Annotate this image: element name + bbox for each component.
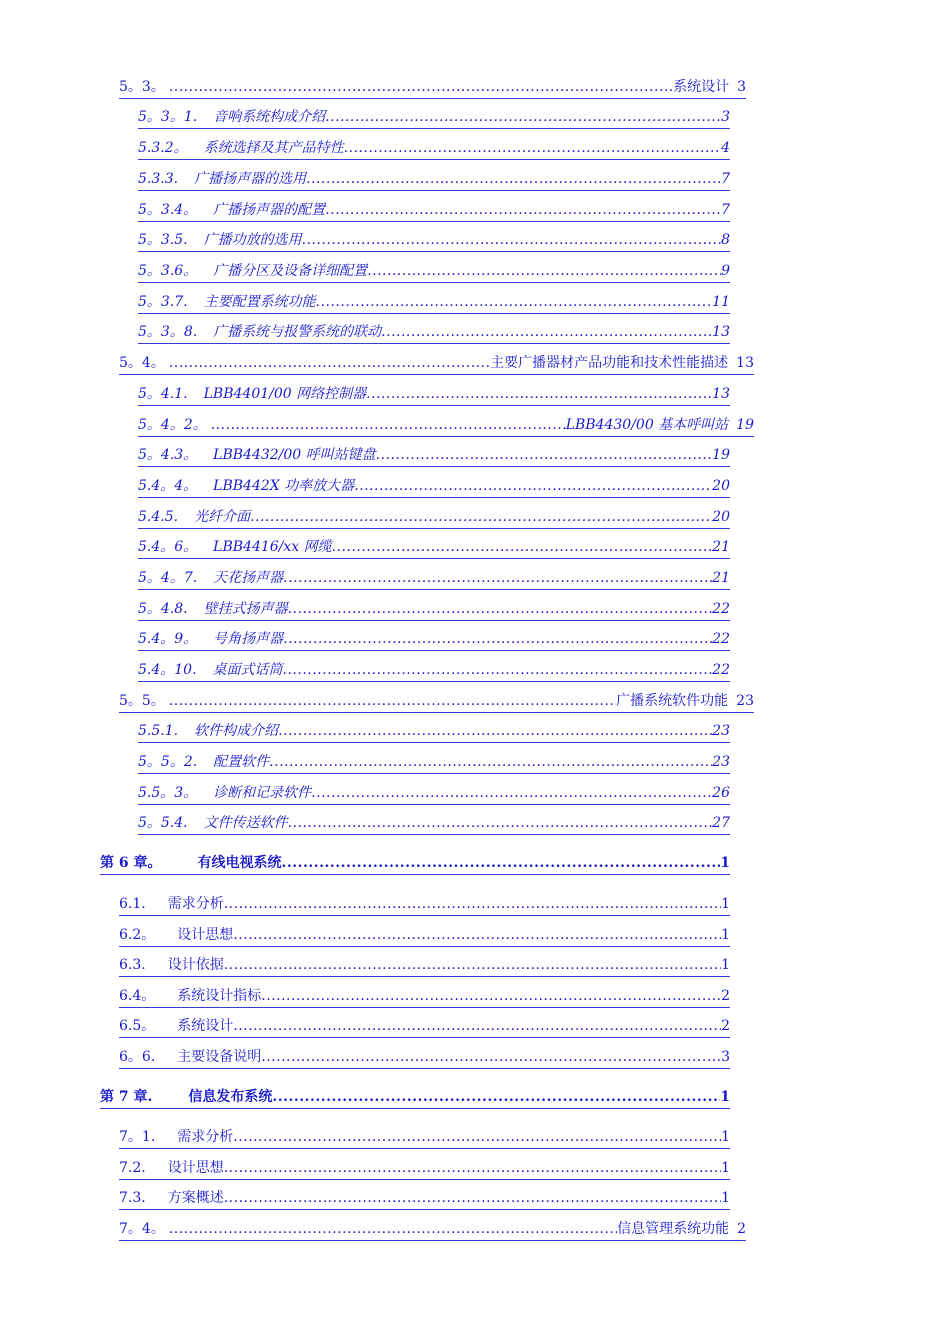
toc-entry-number: 6.4。: [119, 988, 156, 1004]
toc-entry-page: 1: [721, 896, 730, 912]
toc-entry-leader: [288, 814, 713, 832]
toc-entry-number: 5.4。4。: [138, 478, 198, 494]
toc-entry-page: 19: [736, 417, 754, 433]
toc-entry-number: 6.2。: [119, 927, 156, 943]
toc-entry-page: 23: [712, 723, 730, 739]
toc-entry-page: 20: [712, 509, 730, 525]
toc-entry[interactable]: [138, 753, 730, 774]
toc-entry-title: LBB4430/00 基本呼叫站: [565, 417, 729, 433]
toc-entry[interactable]: [138, 722, 730, 743]
toc-entry-title: 音响系统构成介绍: [213, 109, 326, 125]
toc-entry-page: 13: [736, 355, 754, 371]
toc-entry-title: 主要设备说明: [177, 1049, 262, 1065]
toc-entry-page: 20: [712, 478, 730, 494]
toc-entry[interactable]: [138, 293, 730, 314]
toc-entry-title: 主要配置系统功能: [203, 294, 316, 310]
toc-entry[interactable]: [138, 416, 754, 437]
toc-entry-number: 第 7 章.: [100, 1089, 153, 1105]
toc-entry[interactable]: [138, 262, 730, 283]
toc-entry-number: 5。5。2.: [138, 754, 198, 770]
toc-entry-page: 11: [712, 294, 730, 310]
toc-entry-page: 4: [721, 140, 730, 156]
toc-entry[interactable]: [119, 354, 754, 375]
toc-entry-leader: [288, 600, 713, 618]
toc-entry-page: 2: [721, 988, 730, 1004]
toc-entry-title: 壁挂式扬声器: [203, 601, 288, 617]
toc-entry-number: 5.5.1.: [138, 723, 179, 739]
toc-entry-title: 系统选择及其产品特性: [203, 140, 344, 156]
toc-entry-leader: [224, 1189, 721, 1207]
toc-entry-page: 22: [712, 601, 730, 617]
toc-entry[interactable]: [138, 139, 730, 160]
toc-entry-title: 诊断和记录软件: [213, 785, 312, 801]
toc-entry-title: 号角扬声器: [213, 631, 284, 647]
toc-entry-title: 信息管理系统功能: [617, 1221, 730, 1237]
toc-entry-page: 3: [721, 1049, 730, 1065]
toc-entry-leader: [233, 1128, 721, 1146]
toc-entry-leader: [283, 630, 712, 648]
toc-entry-page: 19: [712, 447, 730, 463]
toc-entry-page: 1: [721, 1190, 730, 1206]
toc-entry-page: 23: [736, 693, 754, 709]
toc-entry[interactable]: [119, 895, 730, 916]
toc-entry-leader: [261, 987, 721, 1005]
toc-entry-page: 1: [720, 855, 730, 871]
toc-entry-page: 7: [721, 202, 730, 218]
toc-entry-page: 26: [712, 785, 730, 801]
toc-entry[interactable]: [119, 1017, 730, 1038]
toc-entry-title: 广播扬声器的选用: [194, 171, 307, 187]
toc-entry-leader: [233, 926, 721, 944]
toc-entry-page: 7: [721, 171, 730, 187]
toc-entry-title: 信息发布系统: [188, 1089, 273, 1105]
toc-entry-leader: [366, 385, 712, 403]
toc-entry[interactable]: [138, 477, 730, 498]
toc-entry-leader: [224, 895, 721, 913]
toc-entry-page: 23: [712, 754, 730, 770]
toc-entry-title: 广播系统与报警系统的联动: [213, 324, 382, 340]
toc-entry-number: 5。5。: [119, 693, 165, 709]
toc-entry[interactable]: [119, 926, 730, 947]
toc-entry[interactable]: [138, 814, 730, 835]
toc-entry[interactable]: [138, 538, 730, 559]
toc-entry[interactable]: [138, 630, 730, 651]
toc-entry[interactable]: [119, 987, 730, 1008]
toc-entry-page: 13: [712, 386, 730, 402]
toc-entry-page: 8: [721, 232, 730, 248]
toc-entry-number: 5.5。3。: [138, 785, 198, 801]
toc-entry-page: 27: [712, 815, 730, 831]
toc-entry-title: 设计依据: [167, 957, 224, 973]
toc-entry-leader: [344, 139, 721, 157]
toc-entry[interactable]: [100, 854, 730, 875]
toc-entry[interactable]: [138, 446, 730, 467]
toc-entry-leader: [233, 1017, 721, 1035]
toc-entry-page: 13: [712, 324, 730, 340]
toc-entry-title: 广播功放的选用: [203, 232, 302, 248]
toc-entry-title: LBB4432/00 呼叫站键盘: [213, 447, 376, 463]
toc-entry-number: 5。5.4.: [138, 815, 188, 831]
toc-entry-number: 5。3.5.: [138, 232, 188, 248]
toc-entry-page: 2: [737, 1221, 746, 1237]
toc-entry-leader: [283, 569, 712, 587]
toc-entry-page: 1: [721, 957, 730, 973]
toc-entry[interactable]: [119, 1128, 730, 1149]
toc-entry[interactable]: [119, 692, 754, 713]
toc-entry-title: 文件传送软件: [203, 815, 288, 831]
toc-entry-number: 5.3.2。: [138, 140, 188, 156]
toc-entry-leader: [332, 538, 713, 556]
toc-entry-leader: [306, 170, 721, 188]
toc-entry-number: 5。4.8.: [138, 601, 188, 617]
toc-entry[interactable]: [138, 569, 730, 590]
toc-entry-leader: [211, 416, 566, 434]
toc-entry[interactable]: [119, 1159, 730, 1180]
toc-entry-leader: [278, 722, 712, 740]
toc-entry-leader: [311, 784, 712, 802]
toc-entry-title: 光纤介面: [194, 509, 251, 525]
toc-entry-title: 广播分区及设备详细配置: [213, 263, 368, 279]
toc-entry-number: 5。3。: [119, 79, 165, 95]
toc-entry-page: 21: [712, 539, 730, 555]
toc-entry-page: 22: [712, 662, 730, 678]
toc-entry-title: LBB442X 功率放大器: [213, 478, 355, 494]
toc-entry-leader: [261, 1048, 721, 1066]
toc-entry[interactable]: [138, 661, 730, 682]
toc-entry[interactable]: [138, 170, 730, 191]
toc-entry-leader: [367, 262, 721, 280]
toc-entry-title: 需求分析: [177, 1129, 234, 1145]
toc-entry-number: 5.4.5.: [138, 509, 179, 525]
toc-entry-leader: [282, 854, 721, 872]
toc-entry-leader: [302, 231, 721, 249]
toc-entry-number: 6.1.: [119, 896, 146, 912]
toc-entry-title: 桌面式话筒: [212, 662, 283, 678]
toc-entry-title: 设计思想: [177, 927, 234, 943]
toc-entry-page: 21: [712, 570, 730, 586]
toc-entry-number: 5。3.6。: [138, 263, 198, 279]
toc-entry[interactable]: [138, 385, 730, 406]
toc-entry-page: 1: [721, 1160, 730, 1176]
toc-entry-number: 6.5。: [119, 1018, 156, 1034]
toc-entry-title: 系统设计指标: [177, 988, 262, 1004]
toc-entry[interactable]: [138, 108, 730, 129]
toc-entry-leader: [325, 201, 721, 219]
toc-entry-number: 5。3.4。: [138, 202, 198, 218]
toc-entry-leader: [272, 1088, 720, 1106]
toc-entry-leader: [169, 1220, 617, 1238]
toc-entry-number: 7。4。: [119, 1221, 165, 1237]
toc-entry-number: 5。3。1.: [138, 109, 198, 125]
toc-entry-leader: [169, 78, 673, 96]
toc-entry-page: 1: [721, 1129, 730, 1145]
toc-entry-title: 需求分析: [167, 896, 224, 912]
toc-entry[interactable]: [138, 201, 730, 222]
toc-entry[interactable]: [119, 1220, 746, 1241]
toc-entry-title: 天花扬声器: [213, 570, 284, 586]
toc-entry-number: 5。3。8.: [138, 324, 198, 340]
toc-entry-title: 广播扬声器的配置: [213, 202, 326, 218]
toc-entry[interactable]: [138, 323, 730, 344]
toc-entry[interactable]: [138, 784, 730, 805]
toc-entry-number: 7。1.: [119, 1129, 156, 1145]
toc-entry-leader: [224, 956, 721, 974]
toc-entry-title: 软件构成介绍: [194, 723, 279, 739]
toc-entry-number: 第 6 章。: [100, 855, 162, 871]
toc-entry-number: 7.3.: [119, 1190, 146, 1206]
toc-entry-number: 7.2.: [119, 1160, 146, 1176]
toc-entry-number: 5.3.3.: [138, 171, 179, 187]
toc-entry-number: 5。4.1.: [138, 386, 188, 402]
toc-entry-page: 2: [721, 1018, 730, 1034]
toc-entry-page: 1: [720, 1089, 730, 1105]
toc-entry-page: 3: [721, 109, 730, 125]
toc-entry-title: 广播系统软件功能: [616, 693, 729, 709]
toc-entry-leader: [169, 354, 490, 372]
toc-entry-number: 5。4。7.: [138, 570, 198, 586]
toc-entry-number: 5.4。10.: [138, 662, 197, 678]
toc-entry[interactable]: [119, 1048, 730, 1069]
toc-entry-title: LBB4401/00 网络控制器: [203, 386, 367, 402]
toc-entry[interactable]: [138, 508, 730, 529]
toc-entry-leader: [169, 692, 616, 710]
toc-entry-number: 5.4。6。: [138, 539, 198, 555]
toc-entry-leader: [269, 753, 712, 771]
toc-entry-title: LBB4416/xx 网缆: [213, 539, 332, 555]
toc-entry-title: 方案概述: [167, 1190, 224, 1206]
toc-entry-leader: [250, 508, 712, 526]
toc-entry-leader: [376, 446, 713, 464]
toc-entry-title: 系统设计: [177, 1018, 234, 1034]
toc-entry-number: 5。4。2。: [138, 417, 207, 433]
toc-entry-number: 6.3.: [119, 957, 146, 973]
toc-entry-leader: [325, 108, 721, 126]
toc-entry-page: 3: [737, 79, 746, 95]
toc-entry-leader: [381, 323, 712, 341]
toc-entry-title: 配置软件: [213, 754, 270, 770]
toc-entry[interactable]: [119, 956, 730, 977]
toc-entry-title: 有线电视系统: [197, 855, 282, 871]
toc-entry-page: 22: [712, 631, 730, 647]
toc-entry-leader: [316, 293, 713, 311]
toc-entry-page: 9: [721, 263, 730, 279]
toc-entry-number: 5。3.7.: [138, 294, 188, 310]
toc-entry-page: 1: [721, 927, 730, 943]
toc-entry[interactable]: [138, 231, 730, 252]
toc-entry[interactable]: [119, 78, 746, 99]
toc-entry-number: 5。4.3。: [138, 447, 198, 463]
toc-entry-title: 设计思想: [167, 1160, 224, 1176]
toc-entry[interactable]: [119, 1189, 730, 1210]
toc-entry-number: 6。6.: [119, 1049, 156, 1065]
toc-entry-leader: [283, 661, 713, 679]
toc-entry-title: 主要广播器材产品功能和技术性能描述: [490, 355, 729, 371]
toc-entry-number: 5。4。: [119, 355, 165, 371]
toc-entry[interactable]: [100, 1088, 730, 1109]
toc-entry-leader: [224, 1159, 721, 1177]
toc-entry-leader: [354, 477, 712, 495]
toc-entry[interactable]: [138, 600, 730, 621]
toc-entry-title: 系统设计: [673, 79, 730, 95]
toc-entry-number: 5.4。9。: [138, 631, 198, 647]
